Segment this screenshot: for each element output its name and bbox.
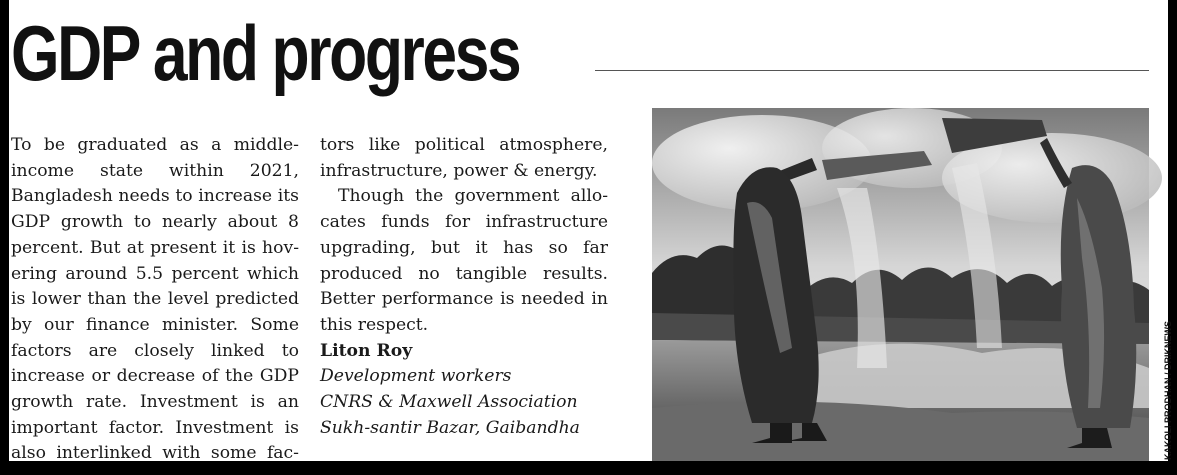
text-line: Better performance is needed in	[320, 289, 608, 310]
letter-column-1	[11, 133, 299, 467]
photo-credit	[1150, 108, 1173, 461]
text-line: is lower than the level predicted	[11, 289, 299, 310]
text-line: factors are closely linked to	[11, 340, 299, 361]
text-line: GDP growth to nearly about 8	[11, 212, 299, 233]
text-line: percent. But at present it is hov-	[11, 237, 299, 258]
text-line: this respect.	[320, 314, 429, 335]
news-photo	[652, 108, 1149, 461]
text-line: Bangladesh needs to increase its	[11, 186, 299, 207]
text-line: upgrading, but it has so far	[320, 237, 608, 258]
letter-column-2	[320, 133, 608, 441]
text-line: produced no tangible results.	[320, 263, 608, 284]
text-line: tors like political atmosphere,	[320, 135, 608, 155]
text-line: To be graduated as a middle-	[11, 135, 299, 155]
signature-role: Development workers	[320, 366, 512, 387]
text-line: also interlinked with some fac-	[11, 443, 299, 464]
signature-organization: CNRS & Maxwell Association	[320, 392, 578, 413]
signature-name: Liton Roy	[320, 340, 413, 361]
text-line: cates funds for infrastructure	[320, 212, 608, 233]
text-line: important factor. Investment is	[11, 417, 299, 438]
headline-rule	[595, 70, 1149, 71]
text-line: Though the government allo-	[338, 186, 608, 207]
text-line: infrastructure, power & energy.	[320, 160, 598, 181]
text-line: by our finance minister. Some	[11, 314, 299, 335]
headline: GDP and progress	[11, 9, 520, 97]
photo-credit-text: KAKOLI PRODHAN / DRIKNEWS	[1163, 321, 1173, 460]
text-line: ering around 5.5 percent which	[11, 263, 299, 284]
newspaper-page	[9, 0, 1173, 464]
text-line: increase or decrease of the GDP	[11, 366, 299, 387]
text-line: growth rate. Investment is an	[11, 392, 299, 413]
text-line: income state within 2021,	[11, 160, 299, 181]
winnowing-photo	[652, 108, 1149, 461]
signature-location: Sukh-santir Bazar, Gaibandha	[320, 417, 580, 438]
